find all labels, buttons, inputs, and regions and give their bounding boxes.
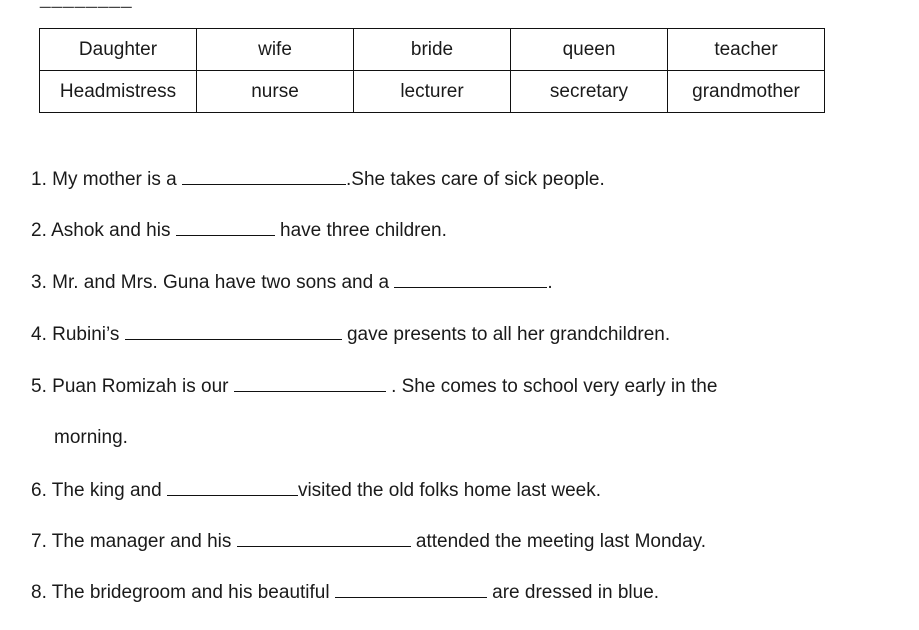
word-bank-row <box>40 29 825 71</box>
cropped-header-text <box>40 0 133 10</box>
answer-blank[interactable] <box>394 270 547 288</box>
answer-blank[interactable] <box>182 167 346 185</box>
answer-blank[interactable] <box>335 580 487 598</box>
sentence-text-after: gave presents to all her grandchildren. <box>346 324 671 345</box>
sentence-text-after: have three children. <box>280 220 447 241</box>
answer-blank[interactable] <box>167 478 298 496</box>
sentence-text-before: Puan Romizah is our <box>52 376 229 397</box>
sentence-number: 2. <box>31 220 47 241</box>
word-bank-cell: Daughter <box>40 29 197 71</box>
word-bank-cell: lecturer <box>354 71 511 113</box>
sentence-text-before: Ashok and his <box>51 220 171 241</box>
word-bank-cell: queen <box>511 29 668 71</box>
sentence-text-after: . <box>547 272 553 293</box>
sentence-7 <box>31 529 706 554</box>
sentence-number: 6. <box>31 480 47 501</box>
sentence-number: 5. <box>31 376 47 397</box>
sentence-number: 3. <box>31 272 47 293</box>
answer-blank[interactable] <box>237 529 411 547</box>
sentence-text-before: Rubini’s <box>52 324 120 345</box>
word-bank-row <box>40 71 825 113</box>
word-bank-cell: bride <box>354 29 511 71</box>
sentence-text-after: .She takes care of sick people. <box>346 169 605 190</box>
sentence-4 <box>31 322 670 347</box>
sentence-text-before: The manager and his <box>51 531 232 552</box>
sentence-8 <box>31 580 659 605</box>
word-bank-cell: wife <box>197 29 354 71</box>
sentence-number: 7. <box>31 531 47 552</box>
sentence-6 <box>31 478 601 503</box>
sentence-text-before: Mr. and Mrs. Guna have two sons and a <box>52 272 390 293</box>
sentence-2 <box>31 218 447 243</box>
sentence-text-after: visited the old folks home last week. <box>297 480 602 501</box>
sentence-text-before: The king and <box>51 480 162 501</box>
word-bank-table <box>39 28 825 113</box>
word-bank-cell: secretary <box>511 71 668 113</box>
sentence-text-before: The bridegroom and his beautiful <box>51 582 330 603</box>
word-bank-cell: teacher <box>668 29 825 71</box>
word-bank-cell: Headmistress <box>40 71 197 113</box>
sentence-text-before: My mother is a <box>52 169 177 190</box>
sentence-3 <box>31 270 553 295</box>
sentence-text-after: . She comes to school very early in the <box>391 376 718 397</box>
sentence-number: 8. <box>31 582 47 603</box>
word-bank-cell: grandmother <box>668 71 825 113</box>
sentence-number: 1. <box>31 169 47 190</box>
sentence-5-continuation: morning. <box>54 427 128 448</box>
sentence-text-after: are dressed in blue. <box>492 582 660 603</box>
word-bank-cell: nurse <box>197 71 354 113</box>
answer-blank[interactable] <box>176 218 275 236</box>
answer-blank[interactable] <box>125 322 342 340</box>
sentence-number: 4. <box>31 324 47 345</box>
answer-blank[interactable] <box>234 374 386 392</box>
sentence-text-after: attended the meeting last Monday. <box>415 531 707 552</box>
sentence-1 <box>31 167 605 192</box>
sentence-5 <box>31 374 717 399</box>
